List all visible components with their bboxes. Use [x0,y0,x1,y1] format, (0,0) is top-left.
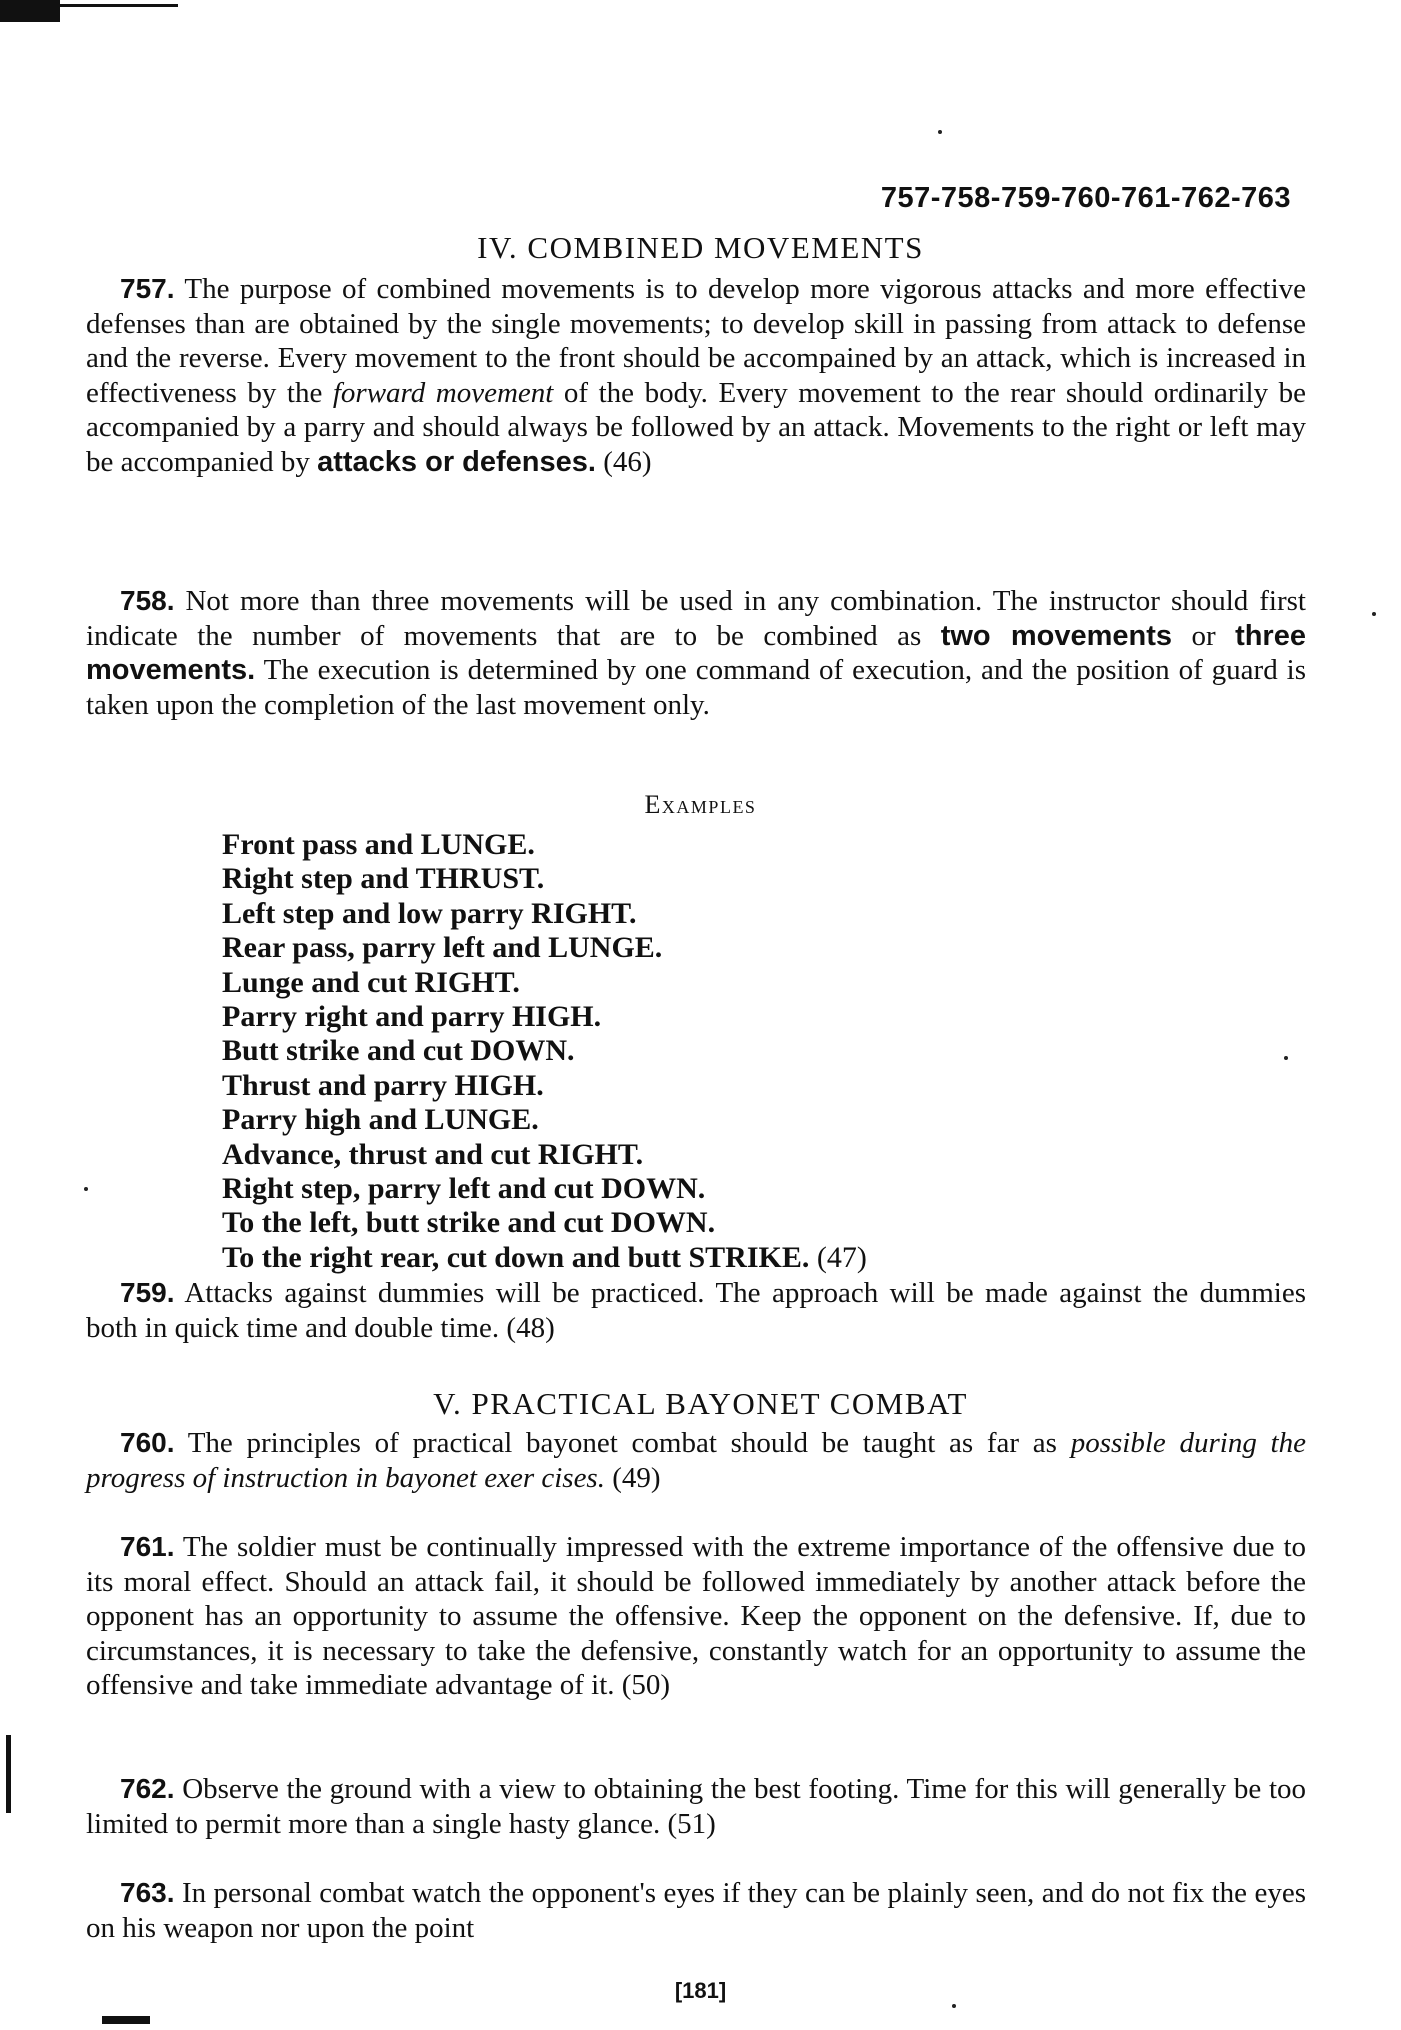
speck-2 [1372,612,1376,616]
paragraph-758-text-1: Not more than three movements will be used in any combination. The instructor should first indicate the number of movements that are to be combined as [86,585,1306,652]
example-item-text: To the right rear, cut down and butt STRIKE. [222,1240,810,1274]
paragraph-762-number: 762. [120,1773,175,1804]
example-item: Butt strike and cut DOWN. [222,1034,575,1068]
example-item: Advance, thrust and cut RIGHT. [222,1137,644,1171]
paragraph-758-text-3: The execution is determined by one command of execution, and the position of guard is taken upon the completion of the last movement only. [86,654,1306,721]
paragraph-758-text-2: or [1172,619,1236,652]
example-item: Parry right and parry HIGH. [222,1000,602,1034]
paragraph-757-text-1: The purpose of combined movements is to develop more vigorous attacks and more effective defenses than are obtained by the single movements; to develop skill in passing from attack to defense and the reverse. Every movement to the front should be accompained by an attack, which is increased in effectiveness by the [86,273,1306,409]
speck-4 [84,1187,88,1191]
example-item: Thrust and parry HIGH. [222,1068,544,1102]
paragraph-758 [86,584,1306,722]
example-item: Left step and low parry RIGHT. [222,896,637,930]
paragraph-762-text: Observe the ground with a view to obtaining the best footing. Time for this will generally be too limited to permit more than a single hasty glance. (51) [86,1773,1307,1840]
example-item: Right step, parry left and cut DOWN. [222,1172,706,1206]
paragraph-761-number: 761. [120,1531,175,1562]
paragraph-760-text-2: (49) [604,1461,661,1494]
paragraph-758-number: 758. [120,585,175,616]
paragraph-758-bold-1: two movements [940,619,1173,652]
paragraph-757-italic: forward movement [332,376,554,409]
example-item: To the left, butt strike and cut DOWN. [222,1206,716,1240]
paragraph-763 [86,1876,1306,1945]
paragraph-761 [86,1530,1306,1703]
paragraph-759-number: 759. [120,1277,175,1308]
example-item-last [222,1241,867,1275]
paragraph-760-text-1: The principles of practical bayonet combat should be taught as far as [187,1427,1071,1459]
scan-mark-top-left-line [60,4,178,7]
paragraph-757-text-2: of the body. Every movement to the rear should ordinarily be accompanied by a parry and should always be followed by an attack. Movements to the right or left may be accompanied by [86,376,1307,478]
page-number: [181] [674,1978,727,2003]
example-item: Right step and THRUST. [222,862,545,896]
paragraph-763-number: 763. [120,1877,175,1908]
example-item: Parry high and LUNGE. [222,1103,539,1137]
example-item: Lunge and cut RIGHT. [222,965,520,999]
running-header-section-numbers: 757-758-759-760-761-762-763 [880,182,1291,214]
paragraph-759-text: Attacks against dummies will be practiced. The approach will be made against the dummies both in quick time and double time. (48) [86,1277,1307,1344]
examples-title: Examples [644,790,757,819]
example-item: Front pass and LUNGE. [222,828,535,861]
paragraph-757-bold: attacks or defenses. [317,445,596,478]
chapter-v-heading: V. PRACTICAL BAYONET COMBAT [433,1386,968,1421]
speck-5 [952,2004,956,2008]
examples-list [222,828,867,1275]
paragraph-757-number: 757. [120,273,175,304]
paragraph-757-ref: (46) [603,445,652,478]
speck-3 [1284,1056,1288,1060]
speck-1 [938,130,942,134]
paragraph-758-bold-2: three movements. [86,619,1306,686]
scan-mark-left-bar [6,1735,11,1813]
paragraph-757 [86,272,1306,479]
paragraph-762 [86,1772,1306,1841]
paragraph-760 [86,1426,1306,1495]
scan-mark-top-left [0,0,60,22]
paragraph-759 [86,1276,1306,1345]
paragraph-761-text: The soldier must be continually impressed with the extreme importance of the offensive due to its moral effect. Should an attack fail, it should be followed immediately by another attack before the opponent has an opportunity to assume the offensive. Keep the opponent on the defensive. If, due to circumstances, it is necessary to take the defensive, constantly watch for an opportunity to assume the offensive and take immediate advantage of it. (50) [86,1531,1306,1701]
paragraph-760-number: 760. [120,1427,175,1458]
paragraph-763-text: In personal combat watch the opponent's eyes if they can be plainly seen, and do not fix the eyes on his weapon nor upon the point [86,1877,1307,1944]
example-ref: (47) [816,1240,867,1274]
example-item: Rear pass, parry left and LUNGE. [222,931,663,965]
scan-mark-bottom-left [102,2016,150,2024]
paragraph-760-italic: possible during the progress of instruction in bayonet exer cises. [86,1427,1306,1494]
chapter-iv-heading: IV. COMBINED MOVEMENTS [477,230,924,265]
